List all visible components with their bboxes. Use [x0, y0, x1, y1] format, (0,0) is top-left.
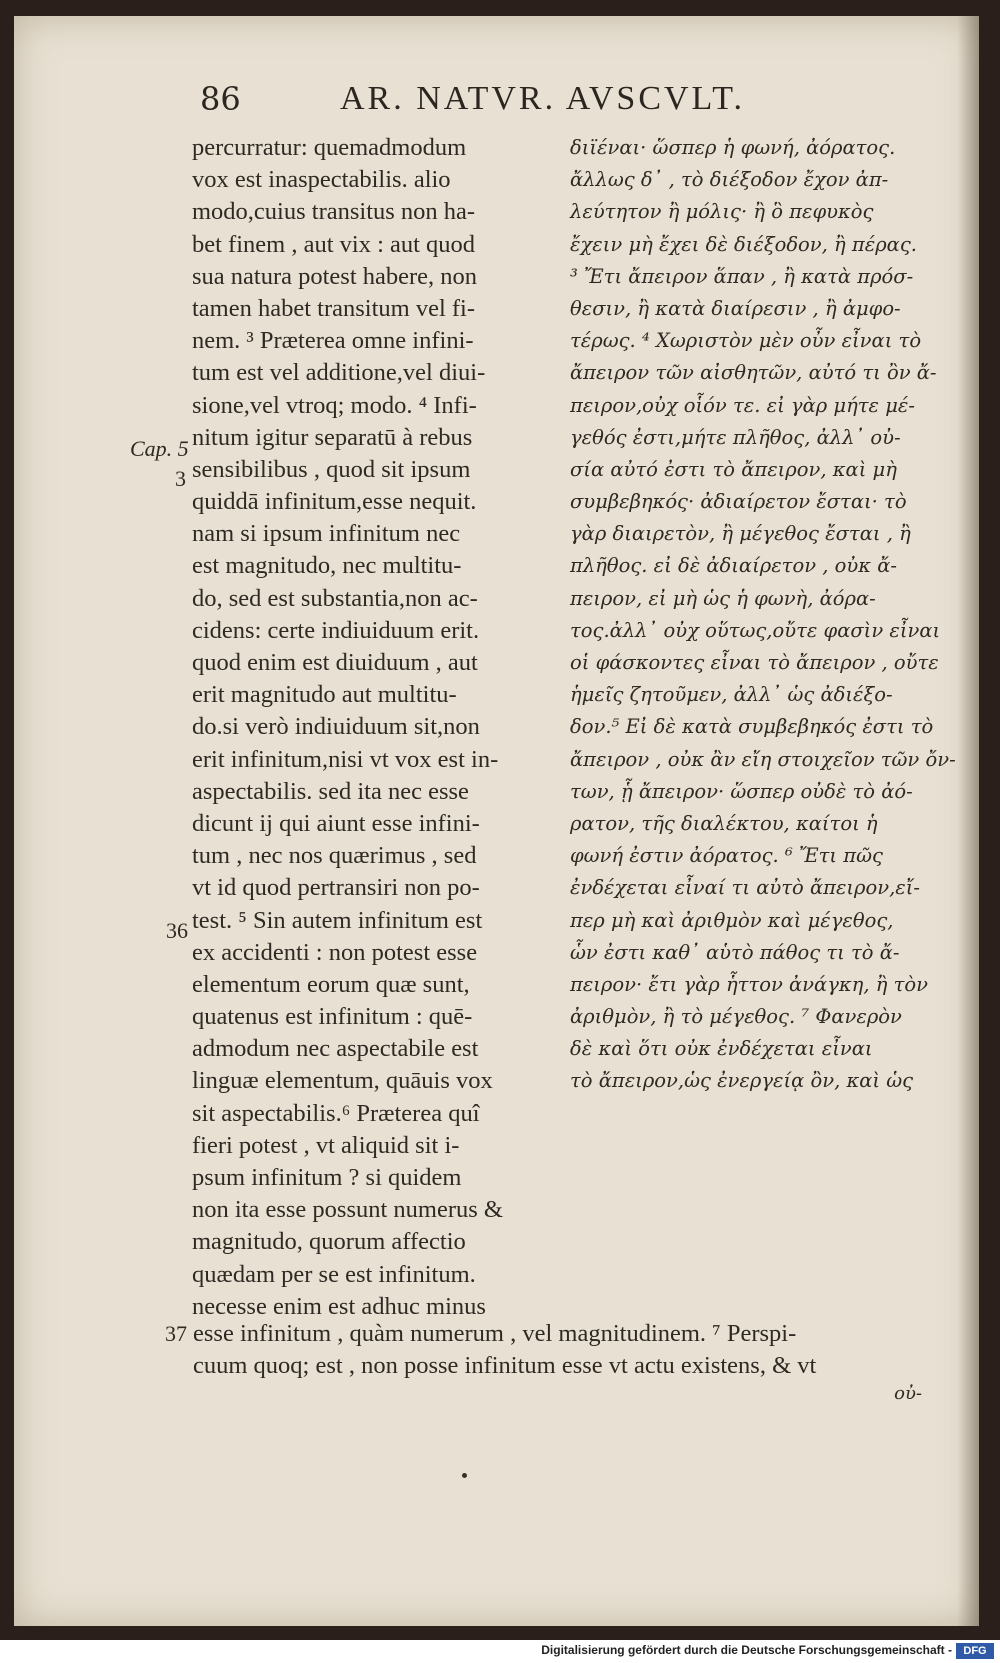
text-line: ἀριθμὸν, ἢ τὸ μέγεθος. ⁷ Φανερὸν	[570, 1005, 902, 1029]
text-line: dicunt ij qui aiunt esse infini-	[192, 809, 480, 837]
text-line: ἄπειρον τῶν αἰσθητῶν, αὐτό τι ὂν ἄ-	[570, 361, 937, 385]
page-number: 86	[200, 80, 241, 118]
text-line: est magnitudo, nec multitu-	[192, 552, 462, 580]
text-line: sensibilibus , quod sit ipsum	[192, 455, 471, 483]
text-line: συμβεβηκός· ἀδιαίρετον ἔσται· τὸ	[570, 490, 907, 514]
text-line: λεύτητον ἢ μόλις· ἢ ὃ πεφυκὸς	[570, 200, 874, 224]
text-line: γεθός ἐστι,μήτε πλῆθος, ἀλλ᾽ οὐ-	[570, 425, 901, 449]
text-line	[165, 1350, 955, 1382]
text-line: ρατον, τῆς διαλέκτου, καίτοι ἡ	[570, 811, 878, 835]
margin-note-number: 3	[175, 466, 186, 491]
text-line: modo,cuius transitus non ha-	[192, 198, 476, 226]
text-line: aspectabilis. sed ita nec esse	[192, 777, 469, 805]
text-line: ἄπειρον , οὐκ ἂν εἴη στοιχεῖον τῶν ὄν-	[570, 747, 956, 771]
running-head: AR. NATVR. AVSCVLT.	[340, 80, 745, 117]
dfg-logo: DFG	[956, 1643, 994, 1659]
greek-column	[570, 132, 956, 1098]
text-line: διϊέναι· ὥσπερ ἡ φωνή, ἀόρατος.	[570, 136, 896, 159]
text-line: sione,vel vtroq; modo. ⁴ Infi-	[192, 391, 477, 419]
text-line: των, ᾗ ἄπειρον· ὥσπερ οὐδὲ τὸ ἀό-	[570, 779, 913, 803]
text-line: erit infinitum,nisi vt vox est in-	[192, 745, 499, 773]
text-line: tum est vel additione,vel diui-	[192, 359, 486, 387]
text-line: quædam per se est infinitum.	[192, 1260, 476, 1288]
text-line: ἡμεῖς ζητοῦμεν, ἀλλ᾽ ὡς ἀδιέξο-	[570, 683, 893, 707]
text-line: γὰρ διαιρετὸν, ἢ μέγεθος ἔσται , ἢ	[570, 522, 911, 546]
line-text: cuum quoq; est , non posse infinitum esse vt actu existens, & vt	[193, 1352, 817, 1380]
text-line: ἔχειν μὴ ἔχει δὲ διέξοδον, ἢ πέρας.	[570, 232, 917, 256]
text-line: necesse enim est adhuc minus	[192, 1292, 486, 1320]
text-line: πλῆθος. εἰ δὲ ἀδιαίρετον , οὐκ ἄ-	[570, 554, 897, 578]
text-line: φωνή ἐστιν ἀόρατος. ⁶ Ἔτι πῶς	[570, 844, 883, 868]
text-line: θεσιν, ἢ κατὰ διαίρεσιν , ἢ ἀμφο-	[570, 296, 901, 320]
margin-line-number: 37	[165, 1321, 187, 1346]
text-line: elementum eorum quæ sunt,	[192, 970, 470, 998]
ink-dot	[462, 1473, 467, 1478]
text-line: admodum nec aspectabile est	[192, 1035, 479, 1063]
text-line: δὲ καὶ ὅτι οὐκ ἐνδέχεται εἶναι	[570, 1037, 873, 1061]
footer-credit: Digitalisierung gefördert durch die Deutsche Forschungsgemeinschaft -	[541, 1643, 952, 1657]
text-line: bet finem , aut vix : aut quod	[192, 230, 476, 258]
text-line: percurratur: quemadmodum	[192, 134, 467, 161]
text-line: tum , nec nos quærimus , sed	[192, 842, 477, 870]
text-line: quatenus est infinitum : quē-	[192, 1003, 473, 1031]
text-line: tamen habet transitum vel fi-	[192, 294, 476, 322]
text-line: πειρον· ἔτι γὰρ ἧττον ἀνάγκη, ἢ τὸν	[570, 972, 928, 996]
text-line: ὧν ἐστι καθ᾽ αὑτὸ πάθος τι τὸ ἄ-	[570, 940, 900, 964]
text-line: non ita esse possunt numerus &	[192, 1196, 503, 1224]
text-line: τὸ ἄπειρον,ὡς ἐνεργείᾳ ὂν, καὶ ὡς	[570, 1069, 914, 1093]
latin-column	[192, 132, 562, 1323]
text-line: erit magnitudo aut multitu-	[192, 681, 457, 709]
digitization-footer	[0, 1640, 1000, 1663]
text-line: test. ⁵ Sin autem infinitum est	[192, 906, 483, 934]
text-line: ³ Ἔτι ἄπειρον ἅπαν , ἢ κατὰ πρόσ-	[570, 264, 914, 288]
text-line: περ μὴ καὶ ἀριθμὸν καὶ μέγεθος,	[570, 908, 894, 932]
text-line: psum infinitum ? si quidem	[192, 1164, 462, 1191]
text-line: linguæ elementum, quāuis vox	[192, 1067, 493, 1095]
text-line: vt id quod pertransiri non po-	[192, 874, 480, 902]
text-line: ἄλλως δ᾽ , τὸ διέξοδον ἔχον ἀπ-	[570, 168, 889, 192]
page-edge-shadow	[957, 16, 979, 1626]
full-width-text	[165, 1318, 955, 1382]
text-line: οἱ φάσκοντες εἶναι τὸ ἄπειρον , οὔτε	[570, 651, 939, 674]
text-line: τέρως. ⁴ Χωριστὸν μὲν οὖν εἶναι τὸ	[570, 329, 922, 353]
text-line: nem. ³ Præterea omne infini-	[192, 327, 474, 355]
catchword: οὐ-	[894, 1383, 922, 1404]
text-line: nitum igitur separatū à rebus	[192, 423, 473, 451]
text-line: vox est inaspectabilis. alio	[192, 166, 451, 194]
margin-note-number: 36	[166, 918, 188, 943]
text-line: ἐνδέχεται εἶναί τι αὐτὸ ἄπειρον,εἴ-	[570, 876, 921, 900]
text-line: σία αὐτό ἐστι τὸ ἄπειρον, καὶ μὴ	[570, 457, 897, 481]
text-line: τος.ἀλλ᾽ οὐχ οὕτως,οὔτε φασὶν εἶναι	[570, 618, 941, 642]
margin-note-chapter: Cap. 5	[130, 436, 189, 461]
text-line: do, sed est substantia,non ac-	[192, 584, 478, 612]
text-line: sua natura potest habere, non	[192, 262, 478, 290]
text-line: ex accidenti : non potest esse	[192, 938, 478, 966]
text-line: cidens: certe indiuiduum erit.	[192, 616, 480, 644]
text-line: nam si ipsum infinitum nec	[192, 520, 461, 548]
text-line	[165, 1318, 955, 1350]
text-line: magnitudo, quorum affectio	[192, 1228, 466, 1256]
line-text: esse infinitum , quàm numerum , vel magnitudinem. ⁷ Perspi-	[193, 1320, 797, 1347]
text-line: δον.⁵ Εἰ δὲ κατὰ συμβεβηκός ἐστι τὸ	[570, 715, 934, 739]
text-line: πειρον,οὐχ οἷόν τε. εἰ γὰρ μήτε μέ-	[570, 393, 915, 417]
text-line: do.si verò indiuiduum sit,non	[192, 713, 480, 741]
text-line: πειρον, εἰ μὴ ὡς ἡ φωνὴ, ἀόρα-	[570, 586, 876, 610]
text-line: quod enim est diuiduum , aut	[192, 649, 478, 676]
text-line: quiddā infinitum,esse nequit.	[192, 488, 477, 516]
text-line: fieri potest , vt aliquid sit i-	[192, 1131, 460, 1159]
text-line: sit aspectabilis.⁶ Præterea quî	[192, 1099, 480, 1127]
